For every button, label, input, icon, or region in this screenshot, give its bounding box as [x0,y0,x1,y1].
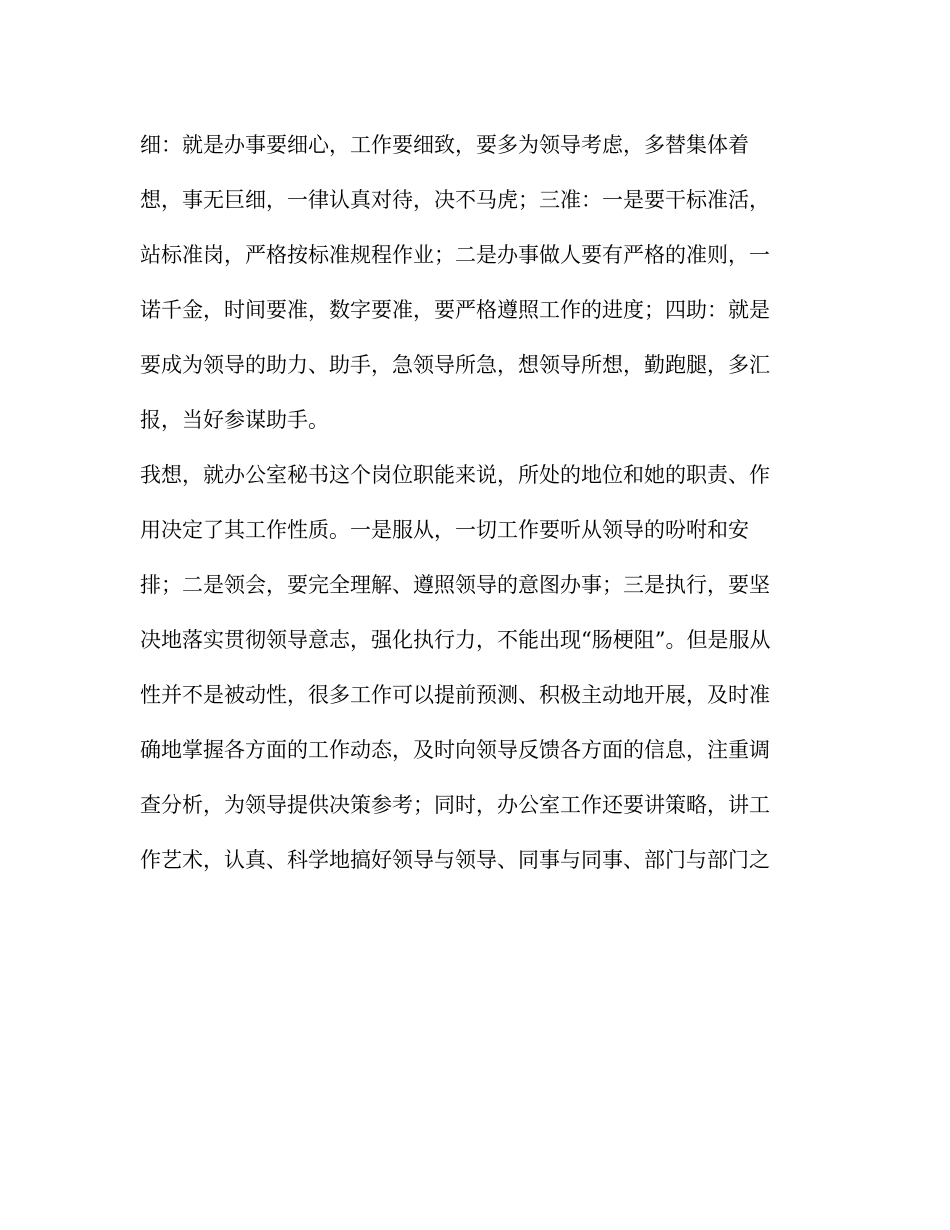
text-line: 确地掌握各方面的工作动态，及时向领导反馈各方面的信息，注重调 [140,738,770,762]
text-line: 诺千金，时间要准，数字要准，要严格遵照工作的进度；四助：就是 [140,298,770,322]
text-line: 查分析，为领导提供决策参考；同时，办公室工作还要讲策略，讲工 [140,793,770,817]
text-line: 想，事无巨细，一律认真对待，决不马虎；三准：一是要干标准活， [140,188,770,212]
text-line: 作艺术，认真、科学地搞好领导与领导、同事与同事、部门与部门之 [140,848,770,872]
text-line: 要成为领导的助力、助手，急领导所急，想领导所想，勤跑腿，多汇 [140,353,770,377]
body-text [140,118,800,888]
text-line: 排；二是领会，要完全理解、遵照领导的意图办事；三是执行，要坚 [140,573,770,597]
text-line: 报，当好参谋助手。 [140,408,329,432]
text-line: 站标准岗，严格按标准规程作业；二是办事做人要有严格的准则，一 [140,243,770,267]
text-line: 细：就是办事要细心，工作要细致，要多为领导考虑，多替集体着 [140,133,749,157]
text-line: 用决定了其工作性质。一是服从，一切工作要听从领导的吩咐和安 [140,518,749,542]
text-line: 我想，就办公室秘书这个岗位职能来说，所处的地位和她的职责、作 [140,463,770,487]
text-line: 性并不是被动性，很多工作可以提前预测、积极主动地开展，及时准 [140,683,770,707]
text-line: 决地落实贯彻领导意志，强化执行力，不能出现“肠梗阻”。但是服从 [140,628,771,652]
